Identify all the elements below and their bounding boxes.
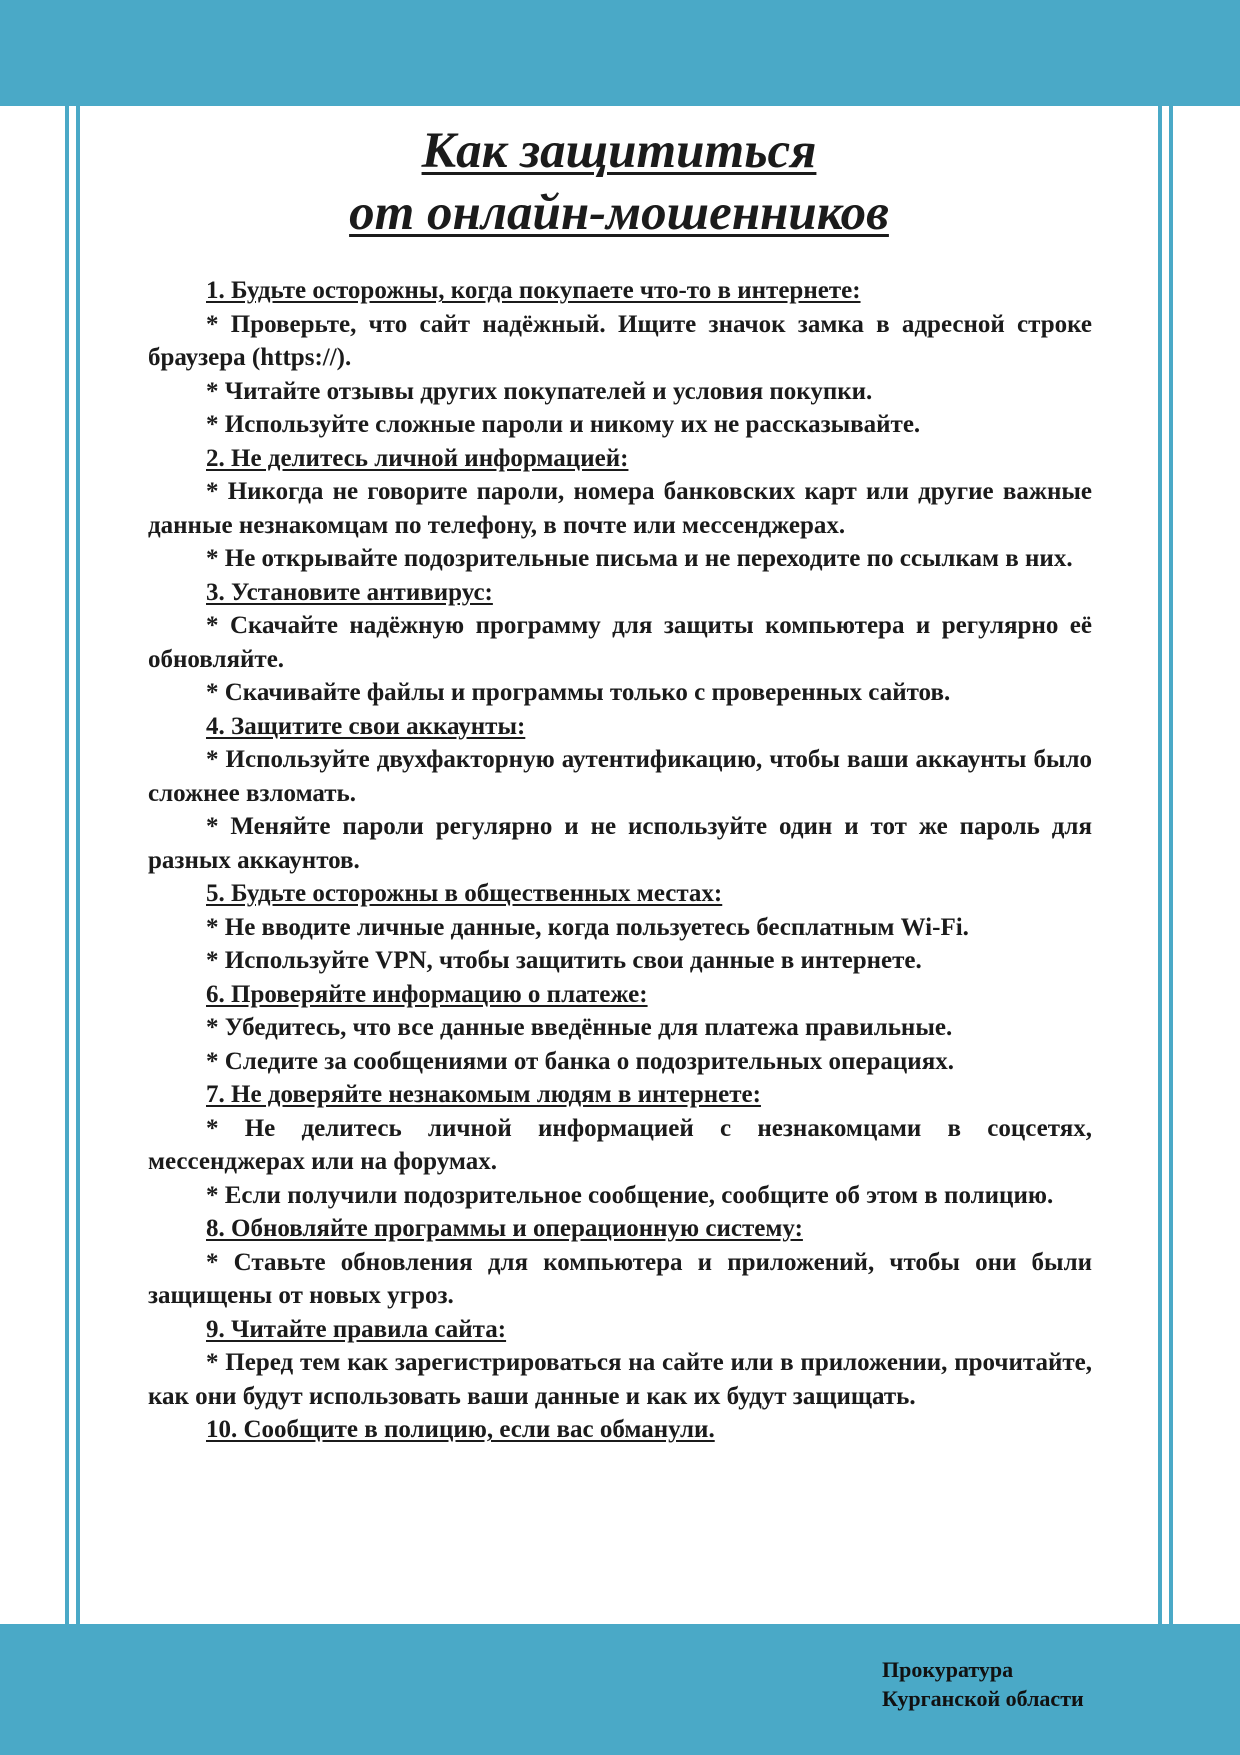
section-heading	[148, 877, 1092, 911]
advice-item: * Меняйте пароли регулярно и не используйте один и тот же пароль для разных аккаунтов.	[148, 813, 1092, 874]
leaflet-page	[80, 106, 1158, 1624]
advice-item: * Убедитесь, что все данные введённые для платежа правильные.	[206, 1014, 953, 1041]
advice-item: * Никогда не говорите пароли, номера банковских карт или другие важные данные незнакомцам по телефону, в почте или мессенджерах.	[148, 478, 1092, 539]
left-outer-line	[65, 0, 69, 1755]
section-heading	[148, 576, 1092, 610]
right-inner-line	[1158, 0, 1162, 1755]
section-heading	[148, 1313, 1092, 1347]
advice-item: * Скачивайте файлы и программы только с проверенных сайтов.	[206, 679, 951, 706]
section-heading	[148, 442, 1092, 476]
footer-line-2: Курганской области	[882, 1686, 1084, 1711]
section-heading-text: 9. Читайте правила сайта:	[206, 1315, 507, 1343]
section-heading-text: 3. Установите антивирус:	[206, 578, 493, 606]
advice-item: * Проверьте, что сайт надёжный. Ищите значок замка в адресной строке браузера (https://).	[148, 310, 1092, 371]
title-line-2: от онлайн-мошенников	[349, 185, 889, 241]
advice-item: * Ставьте обновления для компьютера и приложений, чтобы они были защищены от новых угроз.	[148, 1248, 1092, 1309]
section-heading-text: 4. Защитите свои аккаунты:	[206, 712, 526, 740]
section-heading-text: 1. Будьте осторожны, когда покупаете что-то в интернете:	[206, 277, 861, 304]
advice-item: * Используйте двухфакторную аутентификацию, чтобы ваши аккаунты было сложнее взломать.	[148, 746, 1092, 807]
advice-item: * Скачайте надёжную программу для защиты компьютера и регулярно её обновляйте.	[148, 612, 1092, 673]
advice-item: * Используйте VPN, чтобы защитить свои данные в интернете.	[206, 947, 922, 974]
section-heading	[148, 1413, 1092, 1447]
footer-signature	[882, 1655, 1084, 1713]
advice-item: * Читайте отзывы других покупателей и условия покупки.	[206, 377, 873, 405]
section-heading-text: 5. Будьте осторожны в общественных местах:	[206, 880, 723, 907]
section-heading-text: 10. Сообщите в полицию, если вас обманули.	[206, 1416, 715, 1443]
advice-item: * Не делитесь личной информацией с незнакомцами в соцсетях, мессенджерах или на форумах.	[148, 1114, 1092, 1175]
section-heading	[148, 978, 1092, 1012]
advice-item: * Если получили подозрительное сообщение, сообщите об этом в полицию.	[206, 1181, 1054, 1209]
section-heading	[148, 710, 1092, 744]
top-band	[0, 0, 1240, 106]
advice-item: * Не вводите личные данные, когда пользуетесь бесплатным Wi-Fi.	[206, 913, 969, 941]
page-title	[80, 120, 1158, 244]
section-heading	[148, 1078, 1092, 1112]
section-heading-text: 2. Не делитесь личной информацией:	[206, 444, 629, 472]
section-heading-text: 8. Обновляйте программы и операционную систему:	[206, 1215, 803, 1242]
section-heading-text: 7. Не доверяйте незнакомым людям в интернете:	[206, 1081, 761, 1108]
right-outer-line	[1169, 0, 1173, 1755]
advice-item: * Следите за сообщениями от банка о подозрительных операциях.	[206, 1047, 954, 1075]
footer-line-1: Прокуратура	[882, 1657, 1014, 1682]
section-heading	[148, 274, 1092, 308]
section-heading-text: 6. Проверяйте информацию о платеже:	[206, 980, 648, 1008]
title-line-1: Как защититься	[421, 123, 817, 179]
advice-list	[148, 274, 1092, 1447]
advice-item: * Используйте сложные пароли и никому их не рассказывайте.	[206, 411, 921, 438]
section-heading	[148, 1212, 1092, 1246]
advice-item: * Перед тем как зарегистрироваться на сайте или в приложении, прочитайте, как они будут использовать ваши данные и как их будут защищать.	[148, 1349, 1092, 1410]
advice-item: * Не открывайте подозрительные письма и не переходите по ссылкам в них.	[206, 545, 1073, 572]
